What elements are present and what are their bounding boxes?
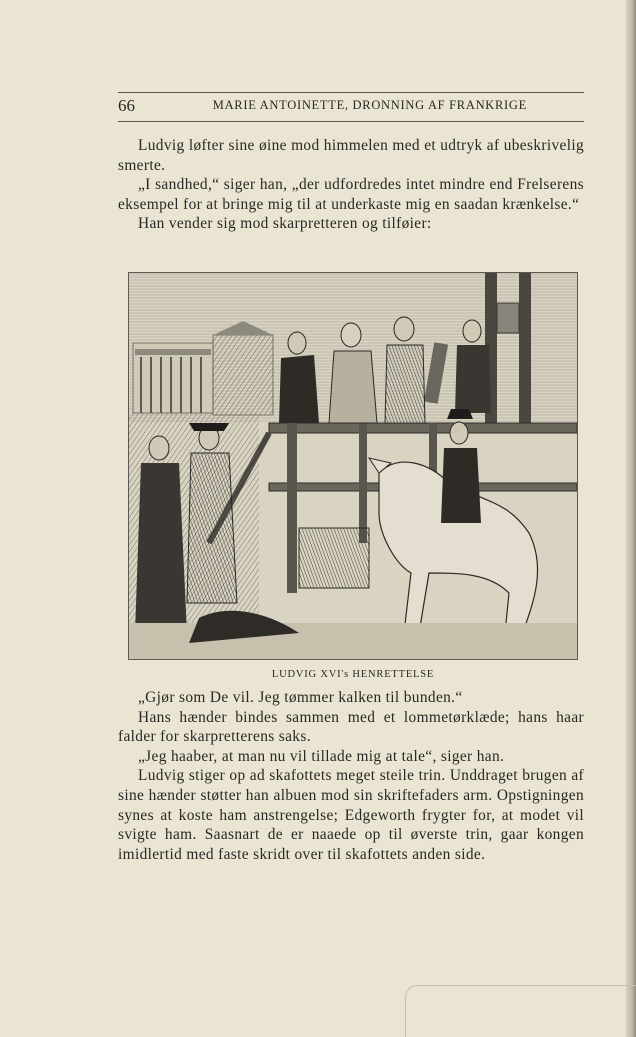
paragraph: Ludvig stiger op ad skafottets meget steile trin. Unddraget brugen af sine hænder støtter han albuen mod sin skriftefaders arm. Opstigningen synes at koste ham anstrengelse; Edgeworth frygter for, at modet vil svigte ham. Saasnart de er naaede op til øverste trin, gaar kongen imidlertid med faste skridt over til skafottets anden side. (118, 767, 584, 863)
top-text-block (118, 136, 584, 234)
engraving-drawing (129, 273, 577, 659)
page-edge (626, 0, 636, 1037)
paragraph: „I sandhed,“ siger han, „der udfordredes intet mindre end Frelserens eksempel for at bringe mig til at underkaste mig en saadan krænkelse.“ (118, 176, 584, 213)
engraving-illustration (128, 272, 578, 660)
paragraph: „Jeg haaber, at man nu vil tillade mig at tale“, siger han. (138, 747, 505, 765)
bottom-text-block (118, 688, 584, 864)
running-title: MARIE ANTOINETTE, DRONNING AF FRANKRIGE (212, 98, 527, 112)
page-tab-outline (405, 985, 636, 1037)
paragraph: „Gjør som De vil. Jeg tømmer kalken til bunden.“ (138, 689, 463, 706)
paragraph: Hans hænder bindes sammen med et lommetørklæde; hans haar falder for skarpretterens saks. (118, 708, 584, 746)
page-number: 66 (118, 96, 135, 115)
running-header (118, 92, 584, 122)
illustration-caption: LUDVIG XVI's HENRETTELSE (271, 669, 435, 680)
paragraph: Han vender sig mod skarpretteren og tilføier: (138, 215, 432, 233)
paragraph: Ludvig løfter sine øine mod himmelen med et udtryk af ubeskrivelig smerte. (118, 137, 584, 174)
